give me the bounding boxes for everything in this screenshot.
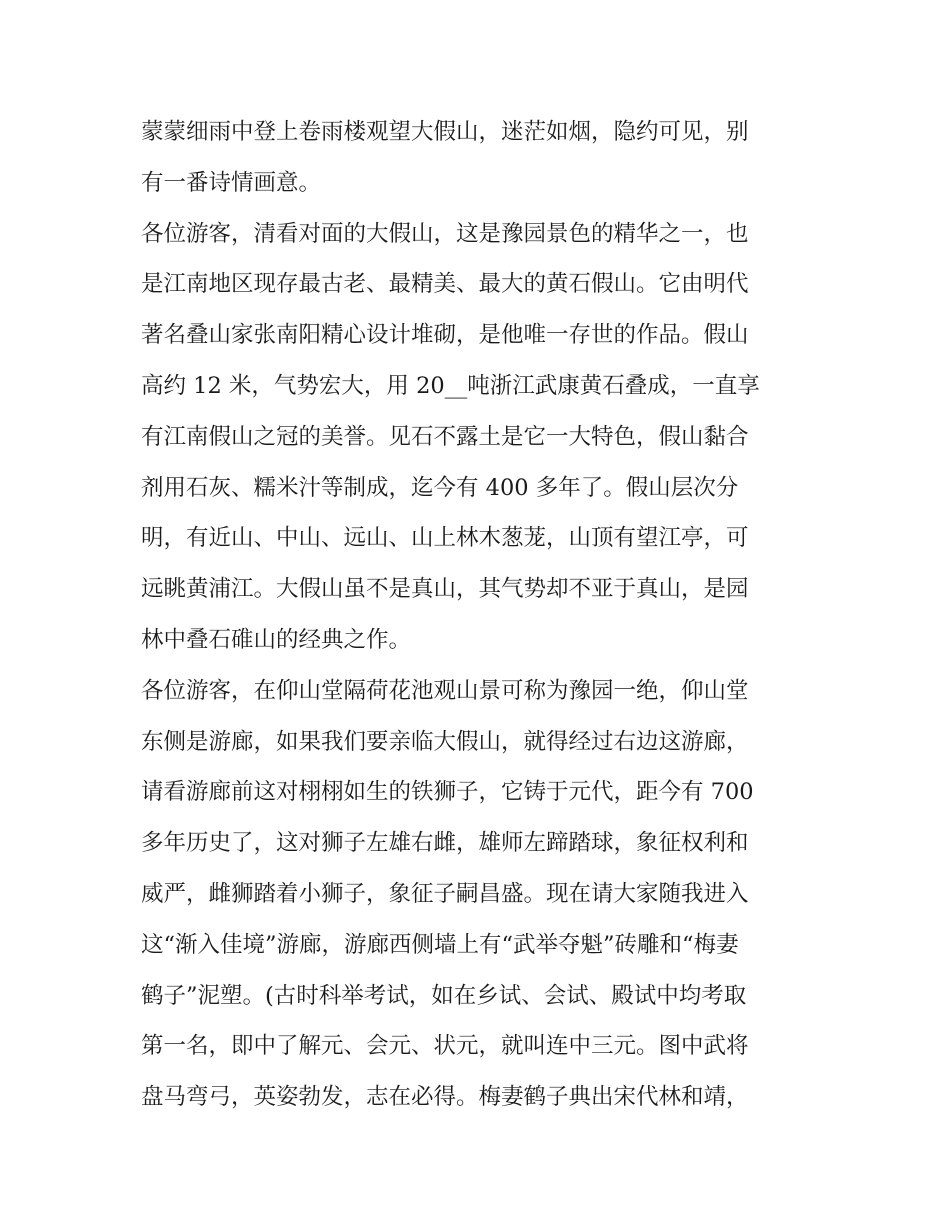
text-line: 东侧是游廊，如果我们要亲临大假山，就得经过右边这游廊， xyxy=(141,728,749,755)
text-line: 各位游客，在仰山堂隔荷花池观山景可称为豫园一绝，仰山堂 xyxy=(141,677,749,704)
text-line: 林中叠石碓山的经典之作。 xyxy=(141,626,412,653)
text-line: 这“渐入佳境”游廊，游廊西侧墙上有“武举夺魁”砖雕和“梅妻 xyxy=(141,931,739,958)
text-line: 高约 12 米，气势宏大，用 20__吨浙江武康黄石叠成，一直享 xyxy=(141,372,760,399)
text-line: 著名叠山家张南阳精心设计堆砌，是他唯一存世的作品。假山 xyxy=(141,322,749,349)
text-line: 盘马弯弓，英姿勃发，志在必得。梅妻鹤子典出宋代林和靖， xyxy=(141,1084,749,1111)
text-line: 请看游廊前这对栩栩如生的铁狮子，它铸于元代，距今有 700 xyxy=(141,779,754,806)
text-line: 鹤子”泥塑。(古时科举考试，如在乡试、会试、殿试中均考取 xyxy=(141,982,747,1009)
text-line: 第一名，即中了解元、会元、状元，就叫连中三元。图中武将 xyxy=(141,1033,749,1060)
body-text xyxy=(141,107,821,1123)
text-line: 蒙蒙细雨中登上卷雨楼观望大假山，迷茫如烟，隐约可见，别 xyxy=(141,119,749,145)
text-line: 有一番诗情画意。 xyxy=(141,169,322,196)
text-line: 多年历史了，这对狮子左雄右雌，雄师左蹄踏球，象征权利和 xyxy=(141,830,749,857)
text-line: 明，有近山、中山、远山、山上林木葱茏，山顶有望江亭，可 xyxy=(141,525,749,552)
text-line: 是江南地区现存最古老、最精美、最大的黄石假山。它由明代 xyxy=(141,271,749,298)
text-line: 剂用石灰、糯米汁等制成，迄今有 400 多年了。假山层次分 xyxy=(141,474,739,501)
text-line: 远眺黄浦江。大假山虽不是真山，其气势却不亚于真山，是园 xyxy=(141,576,749,603)
text-line: 有江南假山之冠的美誉。见石不露土是它一大特色，假山黏合 xyxy=(141,423,749,450)
text-line: 威严，雌狮踏着小狮子，象征子嗣昌盛。现在请大家随我进入 xyxy=(141,880,749,907)
text-line: 各位游客，清看对面的大假山，这是豫园景色的精华之一，也 xyxy=(141,220,749,247)
